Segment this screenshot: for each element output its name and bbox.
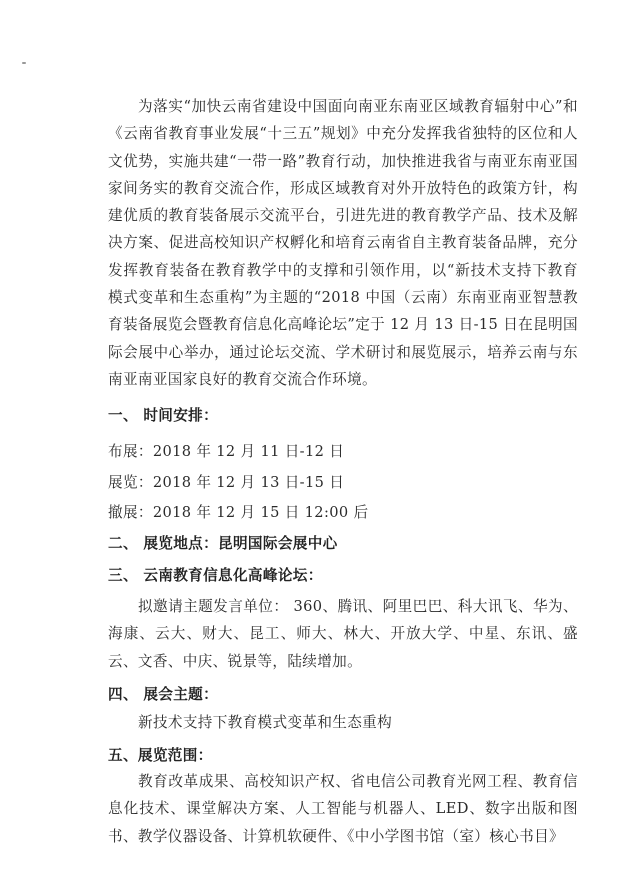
section-heading-time: 一、 时间安排：: [108, 407, 219, 424]
section-heading-venue: 二、 展览地点：昆明国际会展中心: [108, 535, 338, 552]
section-heading-forum: 三、 云南教育信息化高峰论坛：: [108, 567, 323, 584]
section-heading-theme: 四、 展会主题：: [108, 686, 219, 703]
exhibit-date: 展览：2018 年 12 月 13 日-15 日: [108, 474, 345, 491]
theme-text: 新技术支持下教育模式变革和生态重构: [138, 714, 393, 731]
scan-speck: [22, 62, 26, 64]
forum-speakers-paragraph: 拟邀请主题发言单位： 360、腾讯、阿里巴巴、科大讯飞、华为、海康、云大、财大、昆工、师大、林大、开放大学、中星、东讯、盛云、文香、中庆、锐景等，陆续增加。: [108, 598, 578, 670]
scope-paragraph: 教育改革成果、高校知识产权、省电信公司教育光网工程、教育信息化技术、课堂解决方案、人工智能与机器人、LED、数字出版和图书、教学仪器设备、计算机软硬件、《中小学图书馆（室）核心书目》: [108, 773, 578, 845]
intro-paragraph: 为落实“加快云南省建设中国面向南亚东南亚区域教育辐射中心”和《云南省教育事业发展“十三五”规划》中充分发挥我省独特的区位和人文优势，实施共建“一带一路”教育行动，加快推进我省与南亚东南亚国家间务实的教育交流合作，形成区域教育对外开放特色的政策方针，构建优质的教育装备展示交流平台，引进先进的教育教学产品、技术及解决方案、促进高校知识产权孵化和培育云南省自主教育装备品牌，充分发挥教育装备在教育教学中的支撑和引领作用，以“新技术支持下教育模式变革和生态重构”为主题的“2018 中国（云南）东南亚南亚智慧教育装备展览会暨教育信息化高峰论坛”定于 12 月 13 日-15 日在昆明国际会展中心举办，通过论坛交流、学术研讨和展览展示，培养云南与东南亚南亚国家良好的教育交流合作环境。: [108, 98, 578, 388]
teardown-date: 撤展：2018 年 12 月 15 日 12:00 后: [108, 504, 369, 521]
setup-date: 布展：2018 年 12 月 11 日-12 日: [108, 443, 345, 460]
section-heading-scope: 五、展览范围：: [108, 747, 213, 764]
